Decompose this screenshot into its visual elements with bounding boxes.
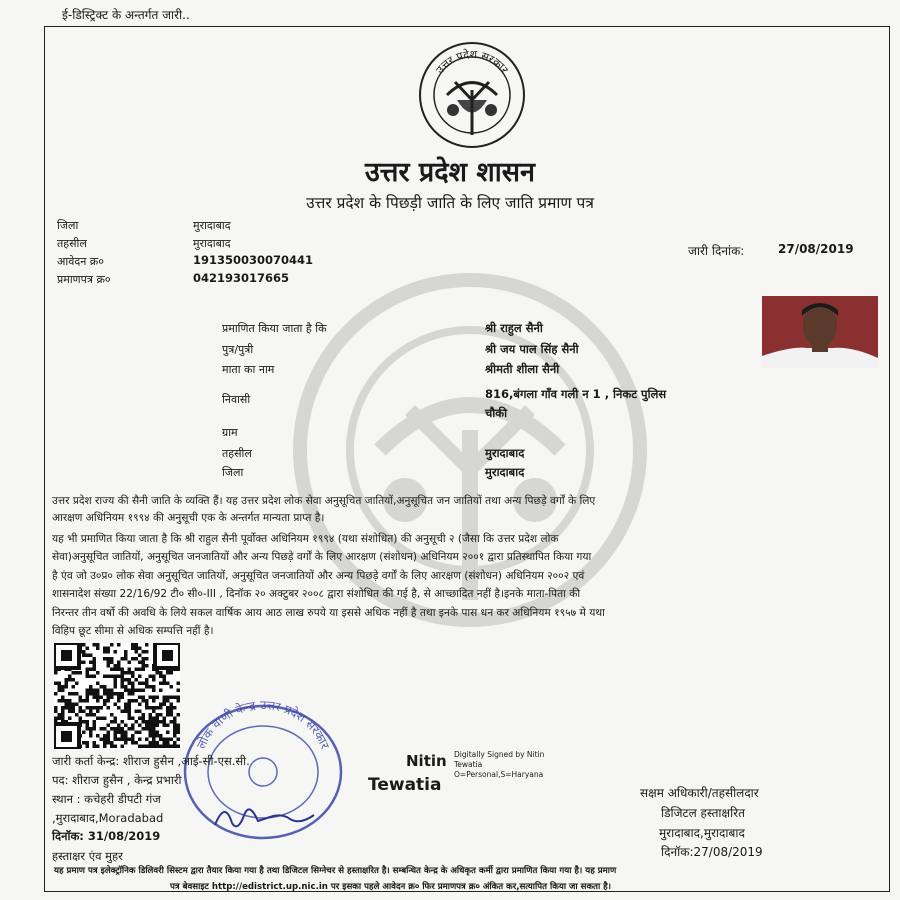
authority-title: सक्षम अधिकारी/तहसीलदार (640, 786, 759, 800)
detail-value-name: श्री राहुल सैनी (485, 321, 543, 335)
issue-date-value: 27/08/2019 (778, 242, 854, 256)
para2-line-4: शासनादेश संख्या 22/16/92 टी० सी०-III , दिनॉक २० अक्टुबर २००८ द्वारा संशोधित की गई है, से आच्छादित नहीं है।इनके माता-पिता की (52, 588, 581, 600)
digital-sign-line-3: O=Personal,S=Haryana (454, 770, 544, 779)
issuer-sign-seal: हस्ताक्षर एंव मुहर (52, 849, 123, 863)
detail-value-district: मुरादाबाद (485, 465, 525, 479)
certificate-subtitle: उत्तर प्रदेश के पिछड़ी जाति के लिए जाति प्रमाण पत्र (306, 194, 594, 212)
verification-qr-code (54, 643, 180, 749)
issuer-post: पद: शीराज हुसैन , केन्द्र प्रभारी (52, 773, 182, 787)
para2-line-6: विहिप छूट सीमा से अधिक सम्पत्ति नहीं है। (52, 625, 214, 637)
detail-label-tehsil: तहसील (222, 447, 252, 460)
detail-value-address-2: चौकी (485, 406, 508, 420)
svg-text:उत्तर प्रदेश सरकार (433, 48, 511, 77)
detail-label-certified: प्रमाणित किया जाता है कि (222, 322, 327, 335)
applicant-photo (762, 296, 878, 368)
footer-line-1: यह प्रमाण पत्र इलेक्ट्रॉनिक डिलिवरी सिस्टम द्वारा तैयार किया गया है तथा डिजिटल सिग्नेचर से हस्ताक्षरित है। सम्बन्धित केन्द्र के अधिकृत कर्मी द्वारा प्रमाणित किया गया है। यह प्रमाण (54, 866, 617, 876)
para2-line-3: है एंव जो उ०प्र० लोक सेवा अनुसूचित जातियों, अनुसूचित जनजातियों और अन्य पिछड़े वर्गों के लिए आरक्षण (संशोधन) अधिनियम २००२ एवं (52, 570, 585, 582)
info-value-application-no: 191350030070441 (193, 253, 314, 267)
digital-sign-line-1: Digitally Signed by Nitin (454, 750, 545, 759)
detail-label-parent: पुत्र/पुत्री (222, 343, 254, 356)
handwritten-signature (210, 795, 320, 835)
detail-label-resident: निवासी (222, 393, 251, 406)
detail-value-address-1: 816,बंगला गाँव गली न 1 , निकट पुलिस (485, 387, 667, 401)
authority-location: मुरादाबाद,मुरादाबाद (659, 826, 745, 840)
para1-line-2: आरक्षण अधिनियम १९९४ की अनुसूची एक के अन्तर्गत मान्यता प्राप्त है। (52, 512, 325, 524)
emblem-caption: उत्तर प्रदेश सरकार (433, 47, 511, 77)
issuer-city: ,मुरादाबाद,Moradabad (52, 811, 164, 825)
detail-label-district: जिला (222, 466, 244, 479)
svg-text:लोक वाणी केन्द्र उत्तर प्रदेश: लोक वाणी केन्द्र उत्तर प्रदेश सरकार (193, 697, 333, 751)
detail-label-village: ग्राम (222, 426, 238, 439)
issuer-center: जारी कर्ता केन्द्र: शीराज हुसैन ,आई-सी-एस.सी. (52, 754, 250, 768)
up-government-emblem (417, 40, 527, 150)
digital-sign-name-2: Tewatia (368, 775, 442, 795)
issuer-date: दिनॉक: 31/08/2019 (52, 829, 161, 843)
para2-line-5: निरन्तर तीन वर्षो की अवधि के लिये सकल वार्षिक आय आठ लाख रुपये या इससे अधिक नहीं है तथा इनके पास धन कर अधिनियम १९५७ मे यथा (52, 607, 605, 619)
issuer-place: स्थान : कचेहरी डीपटी गंज (52, 792, 161, 806)
authority-digital: डिजिटल हस्ताक्षरित (661, 806, 745, 820)
detail-value-parent: श्री जय पाल सिंह सैनी (485, 342, 579, 356)
info-value-tehsil: मुरादाबाद (193, 237, 231, 250)
info-label-district: जिला (57, 219, 79, 232)
digital-sign-line-2: Tewatia (454, 760, 483, 769)
detail-value-mother: श्रीमती शीला सैनी (485, 362, 560, 376)
certificate-title: उत्तर प्रदेश शासन (365, 157, 535, 188)
para1-line-1: उत्तर प्रदेश राज्य की सैनी जाति के व्यक्ति हैं। यह उत्तर प्रदेश लोक सेवा अनुसूचित जातियों,अनुसूचित जन जातियों तथा अन्य पिछड़े वर्गों के लिए (52, 495, 596, 507)
header-note: ई-डिस्ट्रिक्ट के अन्तर्गत जारी.. (62, 8, 190, 22)
info-value-certificate-no: 042193017665 (193, 271, 290, 285)
detail-value-tehsil: मुरादाबाद (485, 446, 525, 460)
para2-line-2: सेवा)अनुसूचित जातियों, अनुसूचित जनजातियों और अन्य पिछड़े वर्गों के लिए आरक्षण (संशोधन) अधिनियम २००१ द्वारा प्रतिस्थापित किया गया (52, 551, 592, 563)
para2-line-1: यह भी प्रमाणित किया जाता है कि श्री राहुल सैनी पूर्वोक्त अधिनियम १९९४ (यथा संशोधित) की अनुसूची २ (जैसा कि उत्तर प्रदेश लोक (52, 533, 559, 545)
issue-date-label: जारी दिनांक: (688, 244, 745, 258)
info-label-certificate-no: प्रमाणपत्र क्र० (57, 273, 111, 286)
authority-date: दिनॉक:27/08/2019 (661, 845, 763, 859)
detail-label-mother: माता का नाम (222, 363, 275, 376)
info-value-district: मुरादाबाद (193, 219, 231, 232)
info-label-application-no: आवेदन क्र० (57, 255, 104, 268)
info-label-tehsil: तहसील (57, 237, 87, 250)
digital-sign-name-1: Nitin (406, 752, 447, 770)
footer-line-2: पत्र बेवसाइट http://edistrict.up.nic.in पर इसका पहले आवेदन क्र० फिर प्रमाणपत्र क्र० अंकित कर,सत्यापित किया जा सकता है। (170, 882, 611, 892)
